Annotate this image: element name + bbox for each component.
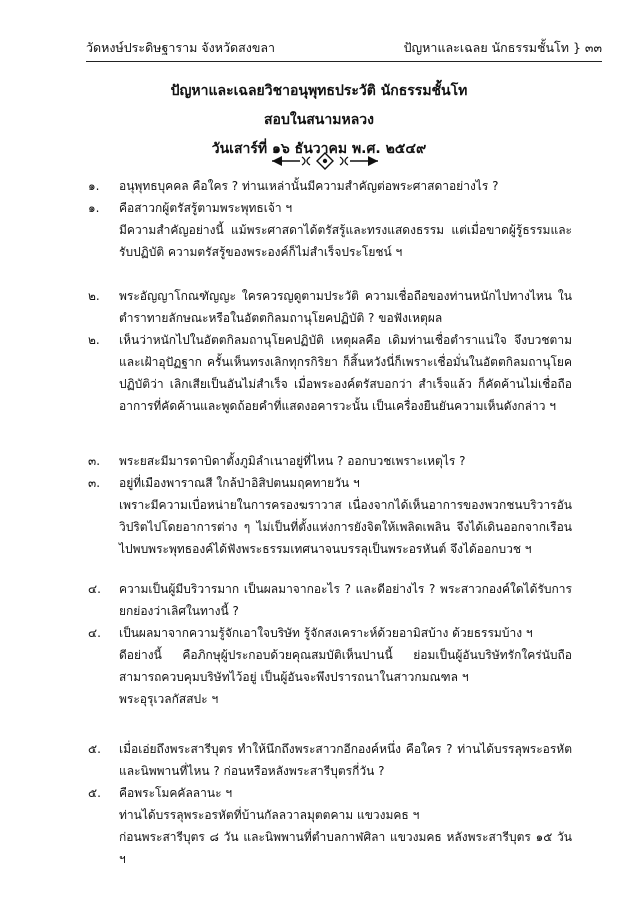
header-temple: วัดหงษ์ประดิษฐาราม จังหวัดสงขลา — [86, 40, 276, 55]
title-subject: ปัญหาและเฉลยวิชาอนุพุทธประวัติ นักธรรมชั้นโท — [170, 83, 468, 99]
question-1: ๑. อนุพุทธบุคคล คือใคร ? ท่านเหล่านั้นมีความสำคัญต่อพระศาสดาอย่างไร ? — [88, 175, 572, 197]
qa-item-2 — [88, 285, 572, 417]
question-text: พระยสะมีมารดาบิดาตั้งภูมิลำเนาอยู่ที่ไหน ? ออกบวชเพราะเหตุไร ? — [119, 454, 466, 468]
answer-text: คือสาวกผู้ตรัสรู้ตามพระพุทธเจ้า ฯ — [119, 201, 293, 215]
answer-2: ๒. เห็นว่าหนักไปในอัตตกิลมถานุโยคปฏิบัติ เหตุผลคือ เดิมท่านเชื่อตำราแน่ใจ จึงบวชตามและเฝ้าอุปัฏฐาก ครั้นเห็นทรงเลิกทุกรกิริยา ก็สิ้นหวังนี่ก็เพราะเชื่อมั่นในอัตตกิลมถานุโยคปฏิบัติว่า เลิกเสียเป็นอันไม่สำเร็จ เมื่อพระองค์ตรัสบอกว่า สำเร็จแล้ว ก็คัดค้านไม่เชื่อถือ อาการที่คัดค้านและพูดถ้อยคำที่แสดงอคารวะนั้น เป็นเครื่องยืนยันความเห็นดังกล่าว ฯ — [88, 329, 572, 417]
header-title: ปัญหาและเฉลย นักธรรมชั้นโท } ๓๓ — [403, 40, 602, 55]
answer-4: ๔. เป็นผลมาจากความรู้จักเอาใจบริษัท รู้จักสงเคราะห์ด้วยอามิสบ้าง ด้วยธรรมบ้าง ฯ ดีอย่างนี้ คือภิกษุผู้ประกอบด้วยคุณสมบัติเห็นปานนี้ ย่อมเป็นผู้อันบริษัทรักใคร่นับถือ สามารถควบคุมบริษัทไว้อยู่ เป็นผู้อันจะพึงปรารถนาในสาวกมณฑล ฯ พระอุรุเวลกัสสปะ ฯ — [88, 622, 572, 710]
ornament-divider-icon — [270, 151, 380, 171]
answer-3: ๓. อยู่ที่เมืองพาราณสี ใกล้ป่าอิสิปตนมฤคทายวัน ฯ เพราะมีความเบื่อหน่ายในการครองฆราวาส เนื่องจากได้เห็นอาการของพวกชนบริวารอันวิปริตไปโดยอาการต่าง ๆ ไม่เป็นที่ตั้งแห่งการยังจิตให้เพลิดเพลิน จึงได้เดินออกจากเรือนไปพบพระพุทธองค์ได้ฟังพระธรรมเทศนาจนบรรลุเป็นพระอรหันต์ จึงได้ออกบวช ฯ — [88, 472, 572, 560]
question-text: เมื่อเอ่ยถึงพระสารีบุตร ทำให้นึกถึงพระสาวกอีกองค์หนึ่ง คือใคร ? ท่านได้บรรลุพระอรหัต และนิพพานที่ไหน ? ก่อนหรือหลังพระสารีบุตรกี่วัน ? — [119, 742, 572, 778]
running-header — [86, 38, 602, 62]
answer-text: เห็นว่าหนักไปในอัตตกิลมถานุโยคปฏิบัติ เหตุผลคือ เดิมท่านเชื่อตำราแน่ใจ จึงบวชตามและเฝ้าอุปัฏฐาก ครั้นเห็นทรงเลิกทุกรกิริยา ก็สิ้นหวังนี่ก็เพราะเชื่อมั่นในอัตตกิลมถานุโยคปฏิบัติว่า เลิกเสียเป็นอันไม่สำเร็จ เมื่อพระองค์ตรัสบอกว่า สำเร็จแล้ว ก็คัดค้านไม่เชื่อถือ อาการที่คัดค้านและพูดถ้อยคำที่แสดงอคารวะนั้น เป็นเครื่องยืนยันความเห็นดังกล่าว ฯ — [119, 333, 572, 413]
question-5: ๕. เมื่อเอ่ยถึงพระสารีบุตร ทำให้นึกถึงพระสาวกอีกองค์หนึ่ง คือใคร ? ท่านได้บรรลุพระอรหัต และนิพพานที่ไหน ? ก่อนหรือหลังพระสารีบุตรกี่วัน ? — [88, 738, 572, 782]
qa-item-3 — [88, 450, 572, 560]
answer-5: ๕. คือพระโมคคัลลานะ ฯ ท่านได้บรรลุพระอรหัตที่บ้านกัลลวาลมุตตคาม แขวงมคธ ฯ ก่อนพระสารีบุตร ๘ วัน และนิพพานที่ตำบลกาฬศิลา แขวงมคธ หลังพระสารีบุตร ๑๕ วัน ฯ — [88, 782, 572, 870]
title-date: วันเสาร์ที่ ๑๖ ธันวาคม พ.ศ. ๒๕๔๙ — [211, 141, 427, 157]
answer-1: ๑. คือสาวกผู้ตรัสรู้ตามพระพุทธเจ้า ฯ มีความสำคัญอย่างนี้ แม้พระศาสดาได้ตรัสรู้และทรงแสดงธรรม แต่เมื่อขาดผู้รู้ธรรมและรับปฏิบัติ ความตรัสรู้ของพระองค์ก็ไม่สำเร็จประโยชน์ ฯ — [88, 197, 572, 263]
question-text: ความเป็นผู้มีบริวารมาก เป็นผลมาจากอะไร ? และดีอย่างไร ? พระสาวกองค์ใดได้รับการยกย่องว่าเลิศในทางนี้ ? — [119, 582, 572, 618]
answer-text: เพราะมีความเบื่อหน่ายในการครองฆราวาส เนื่องจากได้เห็นอาการของพวกชนบริวารอันวิปริตไปโดยอาการต่าง ๆ ไม่เป็นที่ตั้งแห่งการยังจิตให้เพลิดเพลิน จึงได้เดินออกจากเรือนไปพบพระพุทธองค์ได้ฟังพระธรรมเทศนาจนบรรลุเป็นพระอรหันต์ จึงได้ออกบวช ฯ — [119, 498, 572, 556]
answer-text: เป็นผลมาจากความรู้จักเอาใจบริษัท รู้จักสงเคราะห์ด้วยอามิสบ้าง ด้วยธรรมบ้าง ฯ — [119, 626, 533, 640]
question-4: ๔. ความเป็นผู้มีบริวารมาก เป็นผลมาจากอะไร ? และดีอย่างไร ? พระสาวกองค์ใดได้รับการยกย่องว่าเลิศในทางนี้ ? — [88, 578, 572, 622]
answer-text: อยู่ที่เมืองพาราณสี ใกล้ป่าอิสิปตนมฤคทายวัน ฯ — [119, 476, 360, 490]
question-3: ๓. พระยสะมีมารดาบิดาตั้งภูมิลำเนาอยู่ที่ไหน ? ออกบวชเพราะเหตุไร ? — [88, 450, 572, 472]
answer-text: มีความสำคัญอย่างนี้ แม้พระศาสดาได้ตรัสรู้และทรงแสดงธรรม แต่เมื่อขาดผู้รู้ธรรมและรับปฏิบัติ ความตรัสรู้ของพระองค์ก็ไม่สำเร็จประโยชน์ ฯ — [119, 223, 572, 259]
answer-text: คือพระโมคคัลลานะ ฯ — [119, 786, 233, 800]
qa-item-1 — [88, 175, 572, 263]
title-exam: สอบในสนามหลวง — [264, 112, 374, 128]
question-text: พระอัญญาโกณฑัญญะ ใครควรญดูตามประวัติ ความเชื่อถือของท่านหนักไปทางไหน ในตำราทายลักษณะหรือในอัตตกิลมถานุโยคปฏิบัติ ? ขอฟังเหตุผล — [119, 289, 572, 325]
answer-text: ท่านได้บรรลุพระอรหัตที่บ้านกัลลวาลมุตตคาม แขวงมคธ ฯ — [119, 808, 420, 822]
qa-item-4 — [88, 578, 572, 710]
answer-text: พระอุรุเวลกัสสปะ ฯ — [119, 692, 219, 706]
answer-text: ดีอย่างนี้ คือภิกษุผู้ประกอบด้วยคุณสมบัติเห็นปานนี้ ย่อมเป็นผู้อันบริษัทรักใคร่นับถือ สามารถควบคุมบริษัทไว้อยู่ เป็นผู้อันจะพึงปรารถนาในสาวกมณฑล ฯ — [119, 648, 572, 684]
question-text: อนุพุทธบุคคล คือใคร ? ท่านเหล่านั้นมีความสำคัญต่อพระศาสดาอย่างไร ? — [119, 179, 499, 193]
answer-text: ก่อนพระสารีบุตร ๘ วัน และนิพพานที่ตำบลกาฬศิลา แขวงมคธ หลังพระสารีบุตร ๑๕ วัน ฯ — [119, 830, 572, 866]
qa-item-5 — [88, 738, 572, 870]
question-2: ๒. พระอัญญาโกณฑัญญะ ใครควรญดูตามประวัติ ความเชื่อถือของท่านหนักไปทางไหน ในตำราทายลักษณะหรือในอัตตกิลมถานุโยคปฏิบัติ ? ขอฟังเหตุผล — [88, 285, 572, 329]
